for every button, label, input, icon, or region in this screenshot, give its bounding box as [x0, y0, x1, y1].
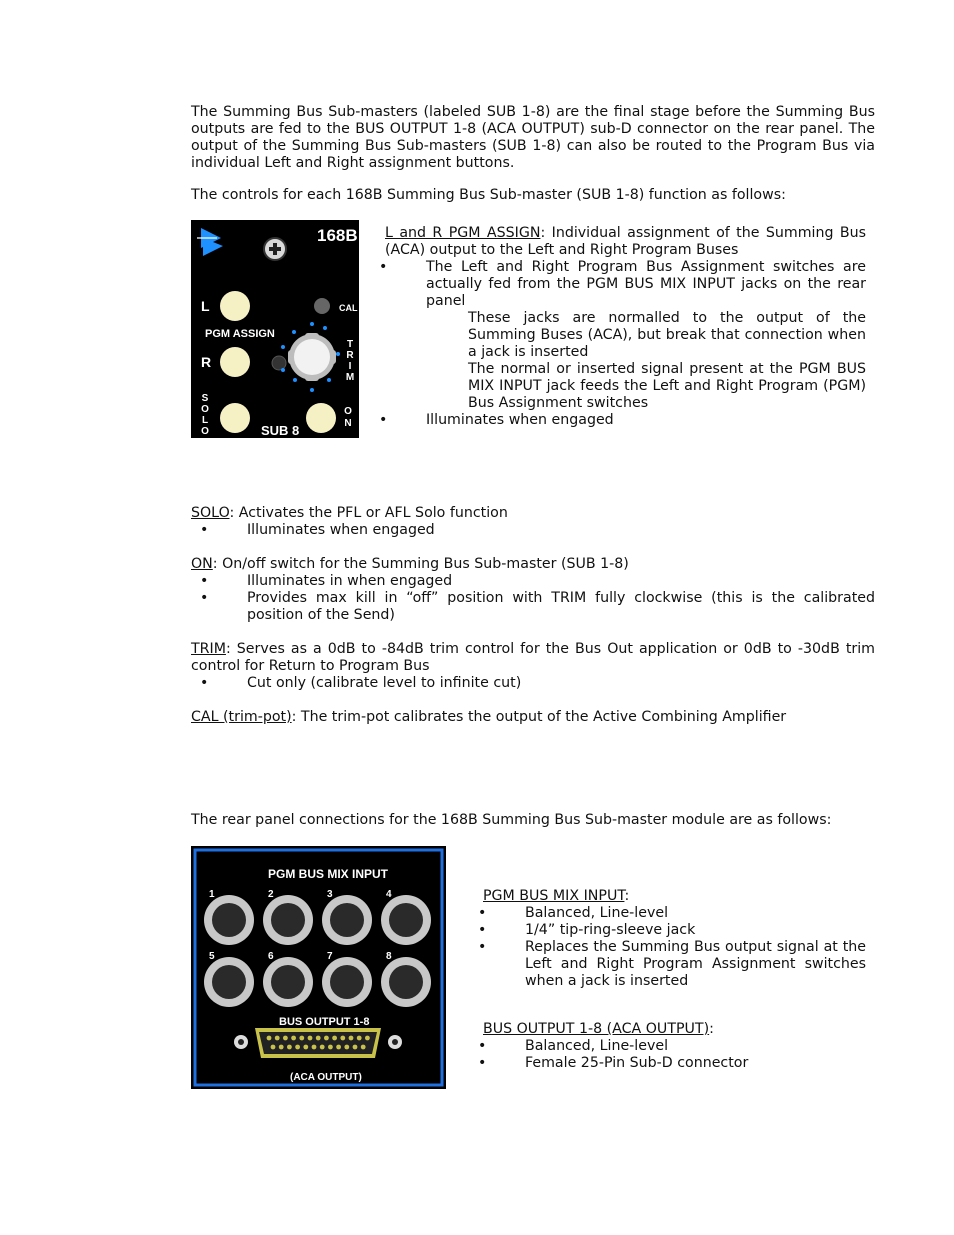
- connector-pin: [291, 1036, 296, 1041]
- solo-term: SOLO: [191, 505, 230, 521]
- pgm-assign-term: L and R PGM ASSIGN: [385, 225, 541, 241]
- rear-bus-term: BUS OUTPUT 1-8 (ACA OUTPUT): [483, 1021, 710, 1037]
- jack-number: 3: [327, 889, 333, 900]
- list-item: • Illuminates when engaged: [370, 412, 866, 429]
- pgm-assign-desc: : Individual assignment of the Summing Bus (ACA) output to the Left and Right Program Buses: [385, 225, 867, 258]
- l-label: L: [201, 298, 210, 314]
- rear-pgm-term: PGM BUS MIX INPUT: [483, 888, 625, 904]
- list-item: • 1/4” tip-ring-sleeve jack: [469, 922, 866, 939]
- intro-paragraph: The Summing Bus Sub-masters (labeled SUB 1-8) are the final stage before the Summing Bus outputs are fed to the BUS OUTPUT 1-8 (ACA OUTPUT) sub-D connector on the rear panel. The output of the Summing Bus Sub-masters (SUB 1-8) can also be routed to the Program Bus via individual Left and Right assignment buttons.: [191, 104, 875, 171]
- trim-section: [191, 641, 875, 692]
- list-item: • Balanced, Line-level: [469, 905, 866, 922]
- connector-pin: [353, 1045, 358, 1050]
- solo-button: [220, 403, 250, 433]
- connector-pin: [299, 1036, 304, 1041]
- jack-number: 8: [386, 951, 392, 962]
- jack-number: 4: [386, 889, 392, 900]
- trim-desc: : Serves as a 0dB to -84dB trim control for the Bus Out application or 0dB to -30dB trim control for Return to Program Bus: [191, 641, 875, 674]
- cal-desc: : The trim-pot calibrates the output of the Active Combining Amplifier: [291, 709, 787, 725]
- jack-number: 5: [209, 951, 215, 962]
- cal-term: CAL (trim-pot): [191, 709, 292, 725]
- connector-pin: [324, 1036, 329, 1041]
- on-label: O N: [344, 406, 352, 429]
- rear-pgm-colon: :: [624, 888, 630, 904]
- list-item: • Cut only (calibrate level to infinite cut): [191, 675, 875, 692]
- jack-number: 2: [268, 889, 274, 900]
- jack-number: 6: [268, 951, 274, 962]
- connector-pin: [316, 1036, 321, 1041]
- list-item: • The Left and Right Program Bus Assignment switches are actually fed from the PGM BUS MIX INPUT jacks on the rear panel These jacks are normalled to the output of the Summing Buses (ACA), but break that connection when a jack is inserted The normal or inserted signal present at the PGM BUS MIX INPUT jack feeds the Left and Right Program (PGM) Bus Assignment switches: [370, 259, 866, 412]
- on-desc: : On/off switch for the Summing Bus Sub-master (SUB 1-8): [212, 556, 629, 572]
- jack-number: 1: [209, 889, 215, 900]
- r-assign-button: [220, 347, 250, 377]
- list-item: • Provides max kill in “off” position with TRIM fully clockwise (this is the calibrated position of the Send): [191, 590, 875, 624]
- cal-label: CAL: [339, 303, 358, 313]
- solo-label: S O L O: [201, 393, 209, 437]
- bus-output-label: BUS OUTPUT 1-8: [279, 1016, 370, 1028]
- list-item: • Female 25-Pin Sub-D connector: [469, 1055, 866, 1072]
- pgm-assign-section: [385, 225, 866, 429]
- screw-icon: [264, 238, 286, 260]
- on-button: [306, 403, 336, 433]
- list-item: • Replaces the Summing Bus output signal at the Left and Right Program Assignment switches when a jack is inserted: [469, 939, 866, 990]
- connector-pin: [320, 1045, 325, 1050]
- rear-bus-colon: :: [709, 1021, 714, 1037]
- rear-pgm-section: [483, 888, 866, 990]
- connector-pin: [267, 1036, 272, 1041]
- connector-pin: [336, 1045, 341, 1050]
- r-label: R: [201, 354, 212, 370]
- aca-output-label: (ACA OUTPUT): [290, 1072, 362, 1083]
- connector-pin: [283, 1036, 288, 1041]
- controls-intro: The controls for each 168B Summing Bus Sub-master (SUB 1-8) function as follows:: [191, 187, 786, 203]
- logo-icon: [197, 228, 223, 256]
- connector-pin: [303, 1045, 308, 1050]
- rear-bus-section: [483, 1021, 866, 1072]
- connector-pin: [365, 1036, 370, 1041]
- connector-pin: [361, 1045, 366, 1050]
- sub-item: These jacks are normalled to the output of the Summing Buses (ACA), but break that connection when a jack is inserted: [468, 310, 866, 360]
- jack-number: 7: [327, 951, 333, 962]
- rear-intro: The rear panel connections for the 168B Summing Bus Sub-master module are as follows:: [191, 812, 832, 828]
- connector-pin: [295, 1045, 300, 1050]
- rear-title: PGM BUS MIX INPUT: [268, 867, 389, 881]
- rear-panel-image: [191, 846, 446, 1089]
- pgm-assign-label: PGM ASSIGN: [205, 328, 275, 340]
- sub-label: SUB 8: [261, 423, 300, 438]
- connector-pin: [287, 1045, 292, 1050]
- connector-pin: [271, 1045, 276, 1050]
- list-item: • Illuminates when engaged: [191, 522, 875, 539]
- sub-d-connector: [234, 1028, 402, 1058]
- on-section: [191, 556, 875, 624]
- connector-pin: [344, 1045, 349, 1050]
- connector-pin: [328, 1045, 333, 1050]
- panel-model-label: 168B: [317, 226, 358, 245]
- trim-knob: [288, 333, 336, 381]
- cal-trimpot: [314, 298, 330, 314]
- on-term: ON: [191, 556, 213, 572]
- connector-pin: [312, 1045, 317, 1050]
- trim-label: T R I M: [345, 339, 355, 383]
- trim-term: TRIM: [191, 641, 226, 657]
- solo-desc: : Activates the PFL or AFL Solo function: [229, 505, 508, 521]
- connector-pin: [349, 1036, 354, 1041]
- list-item: • Illuminates in when engaged: [191, 573, 875, 590]
- connector-pin: [308, 1036, 313, 1041]
- l-assign-button: [220, 291, 250, 321]
- sub-item: The normal or inserted signal present at the PGM BUS MIX INPUT jack feeds the Left and Right Program (PGM) Bus Assignment switches: [468, 361, 866, 411]
- front-panel-image: [191, 220, 359, 438]
- solo-section: [191, 505, 875, 539]
- led-indicator: [272, 356, 286, 370]
- connector-pin: [279, 1045, 284, 1050]
- list-item: • Balanced, Line-level: [469, 1038, 866, 1055]
- connector-pin: [357, 1036, 362, 1041]
- connector-pin: [332, 1036, 337, 1041]
- connector-pin: [340, 1036, 345, 1041]
- connector-pin: [275, 1036, 280, 1041]
- cal-section: [191, 709, 875, 726]
